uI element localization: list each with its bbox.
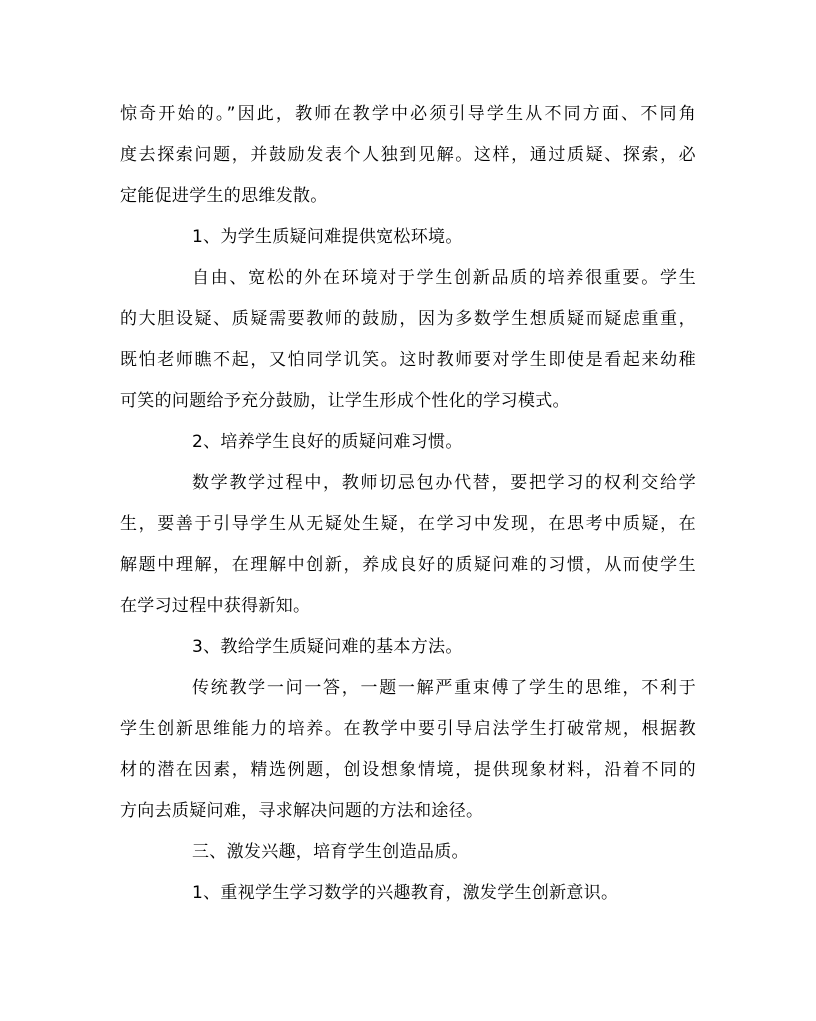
paragraph-line: 传统教学一问一答，一题一解严重束傅了学生的思维，不利于 (192, 678, 696, 698)
section-heading: 1、重视学生学习数学的兴趣教育，激发学生创新意识。 (192, 883, 619, 903)
paragraph-line: 材的潜在因素，精选例题，创设想象情境，提供现象材料，沿着不同的 (120, 760, 696, 780)
section-heading: 2、培养学生良好的质疑问难习惯。 (192, 432, 463, 452)
section-heading: 3、教给学生质疑问难的基本方法。 (192, 637, 463, 657)
paragraph-line: 解题中理解，在理解中创新，养成良好的质疑问难的习惯，从而使学生 (120, 555, 696, 575)
section-heading: 三、激发兴趣，培育学生创造品质。 (192, 842, 469, 862)
paragraph-line: 自由、宽松的外在环境对于学生创新品质的培养很重要。学生 (192, 268, 696, 288)
paragraph-line: 度去探索问题，并鼓励发表个人独到见解。这样，通过质疑、探索，必 (120, 145, 696, 165)
paragraph-line: 惊奇开始的。”因此，教师在教学中必须引导学生从不同方面、不同角 (120, 104, 696, 124)
paragraph-line: 定能促进学生的思维发散。 (120, 186, 328, 206)
document-body (120, 94, 696, 914)
paragraph-line: 数学教学过程中，教师切忌包办代替，要把学习的权利交给学 (192, 473, 696, 493)
paragraph-line: 的大胆设疑、质疑需要教师的鼓励，因为多数学生想质疑而疑虑重重， (120, 309, 696, 329)
paragraph-line: 既怕老师瞧不起，又怕同学讥笑。这时教师要对学生即使是看起来幼稚 (120, 350, 696, 370)
paragraph-line: 生，要善于引导学生从无疑处生疑，在学习中发现，在思考中质疑，在 (120, 514, 696, 534)
paragraph-line: 学生创新思维能力的培养。在教学中要引导启法学生打破常规，根据教 (120, 719, 696, 739)
paragraph-line: 方向去质疑问难，寻求解决问题的方法和途径。 (120, 801, 484, 821)
paragraph-line: 可笑的问题给予充分鼓励，让学生形成个性化的学习模式。 (120, 391, 570, 411)
section-heading: 1、为学生质疑问难提供宽松环境。 (192, 227, 463, 247)
paragraph-line: 在学习过程中获得新知。 (120, 596, 311, 616)
